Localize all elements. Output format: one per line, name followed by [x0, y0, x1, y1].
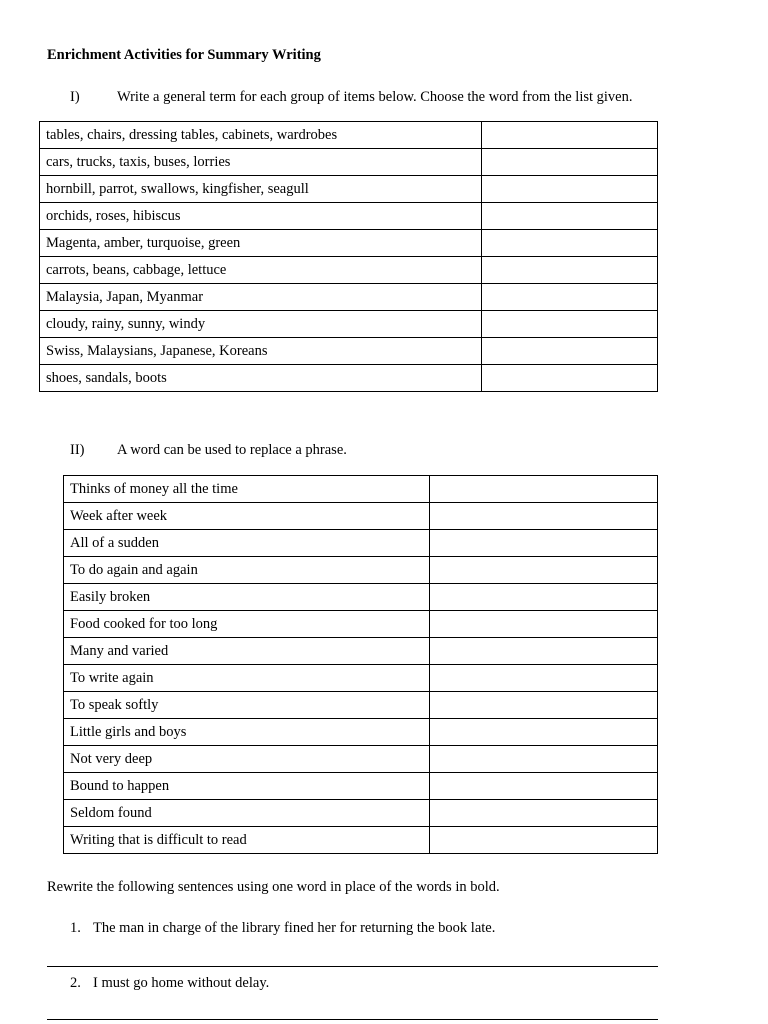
- row-prompt: To speak softly: [64, 692, 430, 719]
- answer-cell[interactable]: [482, 365, 658, 392]
- phrase-row: [64, 611, 658, 638]
- general-term-row: [40, 230, 658, 257]
- row-prompt: Magenta, amber, turquoise, green: [40, 230, 482, 257]
- general-term-row: [40, 149, 658, 176]
- row-prompt: Seldom found: [64, 800, 430, 827]
- phrase-row: [64, 557, 658, 584]
- general-term-row: [40, 365, 658, 392]
- phrase-row: [64, 665, 658, 692]
- question-2-text: I must go home without delay.: [93, 975, 270, 991]
- question-2: [70, 975, 269, 992]
- answer-cell[interactable]: [430, 557, 658, 584]
- phrase-row: [64, 530, 658, 557]
- row-prompt: Many and varied: [64, 638, 430, 665]
- answer-cell[interactable]: [430, 638, 658, 665]
- general-term-row: [40, 203, 658, 230]
- question-1: [70, 920, 495, 937]
- answer-cell[interactable]: [482, 257, 658, 284]
- page-title: Enrichment Activities for Summary Writing: [47, 47, 321, 63]
- answer-cell[interactable]: [430, 530, 658, 557]
- answer-cell[interactable]: [482, 122, 658, 149]
- row-prompt: Writing that is difficult to read: [64, 827, 430, 854]
- phrase-row: [64, 584, 658, 611]
- answer-cell[interactable]: [482, 230, 658, 257]
- answer-line-1[interactable]: [47, 966, 658, 967]
- phrase-replacement-table: [63, 475, 658, 854]
- section-2-instruction: A word can be used to replace a phrase.: [117, 442, 347, 458]
- row-prompt: Bound to happen: [64, 773, 430, 800]
- answer-line-2[interactable]: [47, 1019, 658, 1020]
- phrase-row: [64, 773, 658, 800]
- row-prompt: cloudy, rainy, sunny, windy: [40, 311, 482, 338]
- row-prompt: All of a sudden: [64, 530, 430, 557]
- row-prompt: shoes, sandals, boots: [40, 365, 482, 392]
- row-prompt: Swiss, Malaysians, Japanese, Koreans: [40, 338, 482, 365]
- phrase-row: [64, 746, 658, 773]
- general-term-row: [40, 338, 658, 365]
- row-prompt: cars, trucks, taxis, buses, lorries: [40, 149, 482, 176]
- general-term-row: [40, 257, 658, 284]
- row-prompt: Easily broken: [64, 584, 430, 611]
- row-prompt: Malaysia, Japan, Myanmar: [40, 284, 482, 311]
- section-2-number: II): [70, 442, 85, 458]
- phrase-row: [64, 638, 658, 665]
- row-prompt: Thinks of money all the time: [64, 476, 430, 503]
- general-term-row: [40, 122, 658, 149]
- answer-cell[interactable]: [430, 611, 658, 638]
- row-prompt: Little girls and boys: [64, 719, 430, 746]
- row-prompt: Not very deep: [64, 746, 430, 773]
- general-term-row: [40, 284, 658, 311]
- section-1-instruction: Write a general term for each group of items below. Choose the word from the list given.: [117, 89, 633, 105]
- row-prompt: orchids, roses, hibiscus: [40, 203, 482, 230]
- answer-cell[interactable]: [430, 692, 658, 719]
- section-3-instruction: Rewrite the following sentences using one word in place of the words in bold.: [47, 879, 500, 895]
- answer-cell[interactable]: [482, 176, 658, 203]
- phrase-row: [64, 692, 658, 719]
- section-1-number: I): [70, 89, 80, 105]
- answer-cell[interactable]: [482, 203, 658, 230]
- row-prompt: To do again and again: [64, 557, 430, 584]
- answer-cell[interactable]: [430, 746, 658, 773]
- row-prompt: hornbill, parrot, swallows, kingfisher, seagull: [40, 176, 482, 203]
- answer-cell[interactable]: [482, 149, 658, 176]
- general-term-row: [40, 311, 658, 338]
- answer-cell[interactable]: [430, 476, 658, 503]
- question-1-number: 1.: [70, 920, 81, 936]
- phrase-row: [64, 476, 658, 503]
- question-1-text: The man in charge of the library fined her for returning the book late.: [93, 920, 496, 936]
- answer-cell[interactable]: [482, 284, 658, 311]
- row-prompt: carrots, beans, cabbage, lettuce: [40, 257, 482, 284]
- general-term-table: [39, 121, 658, 392]
- phrase-row: [64, 800, 658, 827]
- row-prompt: Food cooked for too long: [64, 611, 430, 638]
- answer-cell[interactable]: [430, 665, 658, 692]
- question-2-number: 2.: [70, 975, 81, 991]
- answer-cell[interactable]: [430, 800, 658, 827]
- answer-cell[interactable]: [430, 827, 658, 854]
- answer-cell[interactable]: [482, 311, 658, 338]
- row-prompt: Week after week: [64, 503, 430, 530]
- row-prompt: tables, chairs, dressing tables, cabinets, wardrobes: [40, 122, 482, 149]
- answer-cell[interactable]: [430, 719, 658, 746]
- answer-cell[interactable]: [430, 503, 658, 530]
- answer-cell[interactable]: [430, 773, 658, 800]
- answer-cell[interactable]: [430, 584, 658, 611]
- phrase-row: [64, 719, 658, 746]
- phrase-row: [64, 827, 658, 854]
- general-term-row: [40, 176, 658, 203]
- phrase-row: [64, 503, 658, 530]
- answer-cell[interactable]: [482, 338, 658, 365]
- row-prompt: To write again: [64, 665, 430, 692]
